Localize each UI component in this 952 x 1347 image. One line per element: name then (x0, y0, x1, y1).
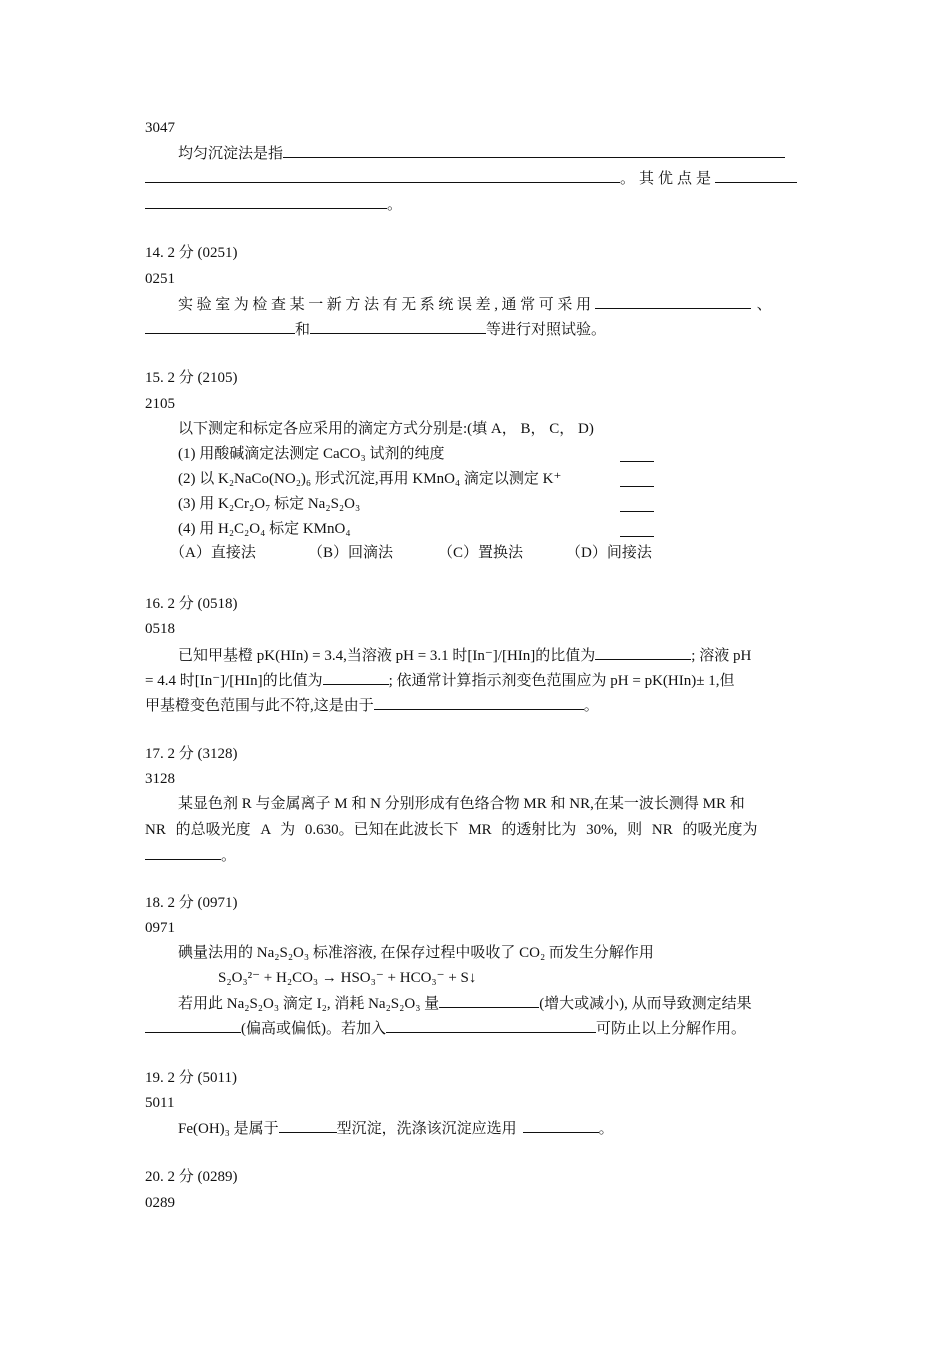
question-code: 3128 (145, 771, 175, 787)
question-code: 0518 (145, 621, 175, 637)
question-header: 20. 2 分 (0289) (145, 1169, 238, 1185)
chemical-equation: S₂O₃²⁻ + H₂CO₃ → HSO₃⁻ + HCO₃⁻ + S↓ (218, 970, 477, 986)
q19-b: 型沉淀，洗涤该沉淀应选用 (336, 1121, 517, 1137)
answer-blank (386, 1018, 596, 1033)
answer-blank (145, 319, 295, 334)
q18-l4b: 可防止以上分解作用。 (596, 1021, 747, 1037)
q16-l3a: 甲基橙变色范围与此不符,这是由于 (145, 698, 374, 714)
list-item: (4) 用 H₂C₂O₄ 标定 KMnO₄ (178, 521, 351, 537)
q14-and: 和 (295, 322, 311, 338)
question-text: NR 的总吸光度 A 为 0.630。已知在此波长下 MR 的透射比为 30%, 则 NR 的吸光度为 (145, 822, 758, 838)
question-text (145, 194, 810, 215)
question-code: 0289 (145, 1195, 175, 1211)
q16-l1b: ; 溶液 pH (691, 648, 752, 664)
question-code: 0251 (145, 271, 175, 287)
option-d: （D）间接法 (566, 545, 652, 561)
question-header: 17. 2 分 (3128) (145, 746, 238, 762)
question-text (178, 645, 810, 666)
answer-blank (523, 1118, 599, 1133)
answer-blank (439, 993, 539, 1008)
q19-a: Fe(OH)₃ 是属于 (178, 1121, 279, 1137)
question-text: 某显色剂 R 与金属离子 M 和 N 分别形成有色络合物 MR 和 NR,在某一波长测得 MR 和 (178, 796, 745, 812)
q16-l2a: = 4.4 时[In⁻]/[HIn]的比值为 (145, 673, 323, 689)
q17-l3: 。 (221, 848, 237, 864)
option-a: （A）直接法 (170, 545, 256, 561)
question-text (178, 294, 810, 315)
question-header: 14. 2 分 (0251) (145, 245, 238, 261)
q19-c: 。 (598, 1121, 614, 1137)
question-text (145, 695, 810, 716)
answer-blank (620, 521, 654, 537)
answer-blank (145, 168, 620, 183)
question-text (178, 143, 810, 164)
q16-l2b: ; 依通常计算指示剂变色范围应为 pH = pK(HIn)± 1,但 (388, 673, 735, 689)
answer-blank (595, 294, 751, 309)
q14-sep: 、 (756, 297, 772, 313)
question-text (178, 1118, 810, 1139)
question-text (145, 168, 810, 189)
answer-blank (620, 471, 654, 487)
answer-blank (595, 645, 691, 660)
option-c: （C）置换法 (438, 545, 524, 561)
answer-blank (145, 194, 387, 209)
question-code: 3047 (145, 120, 175, 136)
q18-l3b: (增大或减小), 从而导致测定结果 (539, 996, 752, 1012)
list-item: (1) 用酸碱滴定法测定 CaCO₃ 试剂的纯度 (178, 446, 445, 462)
list-item: (2) 以 K₂NaCo(NO₂)₆ 形式沉淀,再用 KMnO₄ 滴定以测定 K⁺ (178, 471, 562, 487)
question-header: 18. 2 分 (0971) (145, 895, 238, 911)
answer-blank (374, 695, 584, 710)
answer-blank (283, 143, 785, 158)
q18-l4a: (偏高或偏低)。若加入 (241, 1021, 386, 1037)
q14-tail: 等进行对照试验。 (486, 322, 607, 338)
answer-blank (323, 670, 389, 685)
answer-blank (620, 446, 654, 462)
question-text: 碘量法用的 Na₂S₂O₃ 标准溶液, 在保存过程中吸收了 CO₂ 而发生分解作用 (178, 945, 654, 961)
answer-blank (715, 168, 797, 183)
question-code: 5011 (145, 1095, 175, 1111)
question-code: 0971 (145, 920, 175, 936)
answer-blank (145, 845, 221, 860)
question-header: 16. 2 分 (0518) (145, 596, 238, 612)
q13-text3: 。 (387, 197, 403, 213)
q16-l3b: 。 (583, 698, 599, 714)
question-text (145, 670, 810, 691)
answer-blank (620, 496, 654, 512)
option-b: （B）回滴法 (308, 545, 394, 561)
answer-blank (145, 1018, 241, 1033)
question-text: 以下测定和标定各应采用的滴定方式分别是:(填 A， B， C， D) (178, 421, 594, 437)
q18-l3a: 若用此 Na₂S₂O₃ 滴定 I₂, 消耗 Na₂S₂O₃ 量 (178, 996, 440, 1012)
question-header: 19. 2 分 (5011) (145, 1070, 237, 1086)
q13-text1: 均匀沉淀法是指 (178, 146, 284, 162)
q16-l1a: 已知甲基橙 pK(HIn) = 3.4,当溶液 pH = 3.1 时[In⁻]/[HIn]的比值为 (178, 648, 596, 664)
q14-text1: 实验室为检查某一新方法有无系统误差,通常可采用 (178, 297, 595, 313)
list-item: (3) 用 K₂Cr₂O₇ 标定 Na₂S₂O₃ (178, 496, 361, 512)
question-text (145, 319, 810, 340)
answer-blank (279, 1118, 337, 1133)
question-header: 15. 2 分 (2105) (145, 370, 238, 386)
answer-blank (310, 319, 486, 334)
options-row (170, 543, 835, 563)
question-text (178, 993, 810, 1014)
question-code: 2105 (145, 396, 175, 412)
question-text (145, 1018, 810, 1039)
q13-text2: 。其优点是 (620, 171, 716, 187)
question-text (145, 845, 810, 866)
